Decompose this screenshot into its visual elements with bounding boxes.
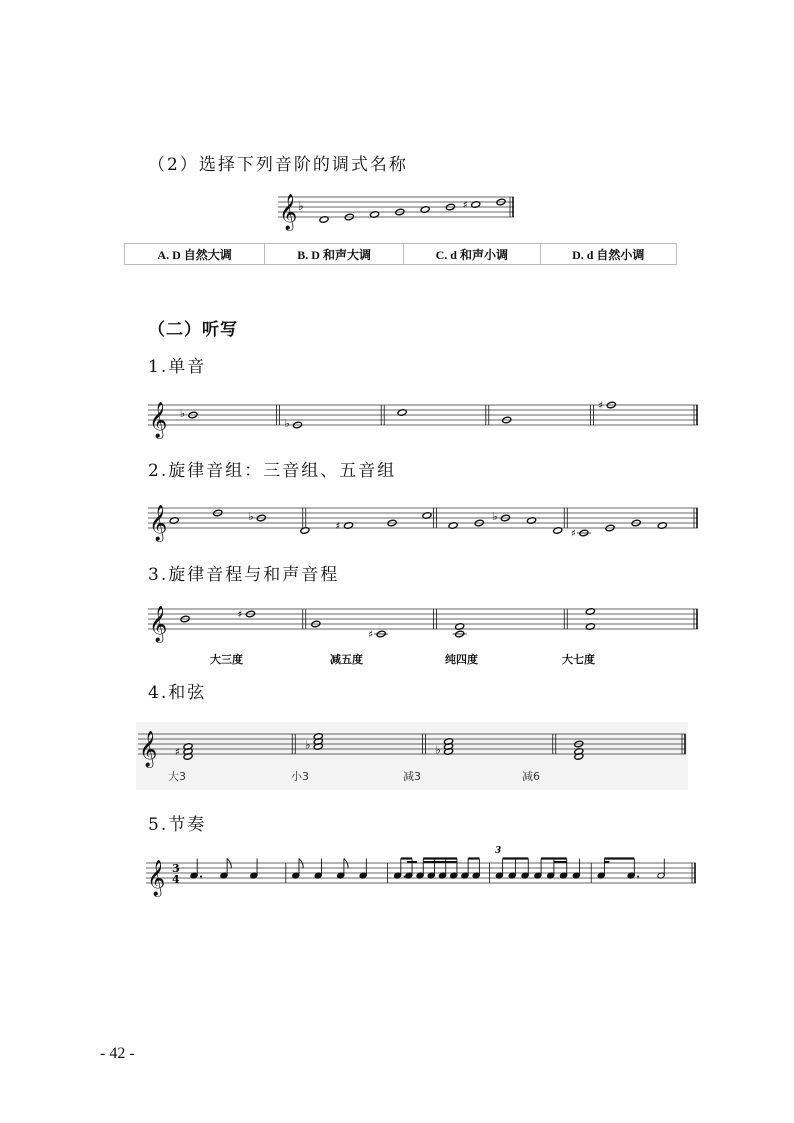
- sharp-icon: ♯: [368, 629, 374, 641]
- option-d[interactable]: D. d 自然小调: [540, 244, 676, 265]
- chord-label: 大3: [168, 770, 186, 783]
- flat-icon: ♭: [435, 743, 441, 757]
- scale-staff: [278, 182, 514, 232]
- part3-title: 3.旋律音程与和声音程: [148, 565, 340, 585]
- dot: [637, 876, 639, 878]
- part4-title: 4.和弦: [148, 683, 207, 703]
- dot: [200, 876, 202, 878]
- treble-clef-icon: 𝄞: [149, 402, 168, 438]
- treble-clef-icon: 𝄞: [149, 505, 168, 541]
- flat-icon: ♭: [305, 738, 311, 752]
- interval-label: 纯四度: [445, 653, 478, 666]
- treble-clef-icon: 𝄞: [149, 606, 168, 642]
- option-b[interactable]: B. D 和声大调: [265, 244, 404, 265]
- flat-icon: ♭: [492, 510, 498, 523]
- part5-title: 5.节奏: [148, 815, 207, 835]
- single-notes-staff: [148, 390, 698, 440]
- sharp-icon: ♯: [598, 400, 604, 412]
- sharp-icon: ♯: [462, 200, 468, 211]
- option-a[interactable]: A. D 自然大调: [125, 244, 265, 265]
- sharp-icon: ♯: [570, 528, 576, 540]
- section-title: （二）听写: [148, 320, 238, 340]
- sharp-icon: ♯: [335, 521, 341, 532]
- time-signature-top: 3: [172, 862, 180, 875]
- note-groups-staff: [148, 493, 698, 543]
- sharp-icon: ♯: [237, 609, 243, 621]
- flat-icon: ♭: [248, 510, 254, 523]
- chords-staff: [138, 719, 686, 769]
- flat-icon: ♭: [179, 407, 186, 420]
- question-title: （2）选择下列音阶的调式名称: [148, 155, 408, 175]
- part1-title: 1.单音: [148, 357, 207, 377]
- flag: [299, 859, 303, 869]
- chord-label: 减3: [403, 770, 421, 783]
- intervals-staff: [148, 594, 698, 644]
- chord-label: 减6: [522, 770, 540, 783]
- treble-clef-icon: 𝄞: [147, 860, 166, 896]
- time-signature-bottom: 4: [172, 873, 180, 886]
- chord-label: 小3: [291, 770, 309, 783]
- part2-title: 2.旋律音组：三音组、五音组: [148, 461, 397, 481]
- interval-label: 大三度: [210, 653, 243, 666]
- sharp-icon: ♯: [175, 747, 180, 758]
- page-number: - 42 -: [100, 1045, 135, 1062]
- flag: [227, 859, 231, 869]
- treble-clef-icon: 𝄞: [139, 731, 158, 767]
- option-c[interactable]: C. d 和声小调: [404, 244, 540, 265]
- flat-key-signature-icon: ♭: [298, 199, 304, 213]
- flat-icon: ♭: [284, 417, 290, 430]
- interval-label: 减五度: [330, 653, 363, 666]
- options-table: [124, 243, 677, 265]
- treble-clef-icon: 𝄞: [279, 194, 298, 230]
- flag: [344, 859, 348, 869]
- interval-label: 大七度: [562, 653, 595, 666]
- rhythm-staff: [146, 848, 696, 898]
- triplet-mark: 3: [495, 846, 502, 856]
